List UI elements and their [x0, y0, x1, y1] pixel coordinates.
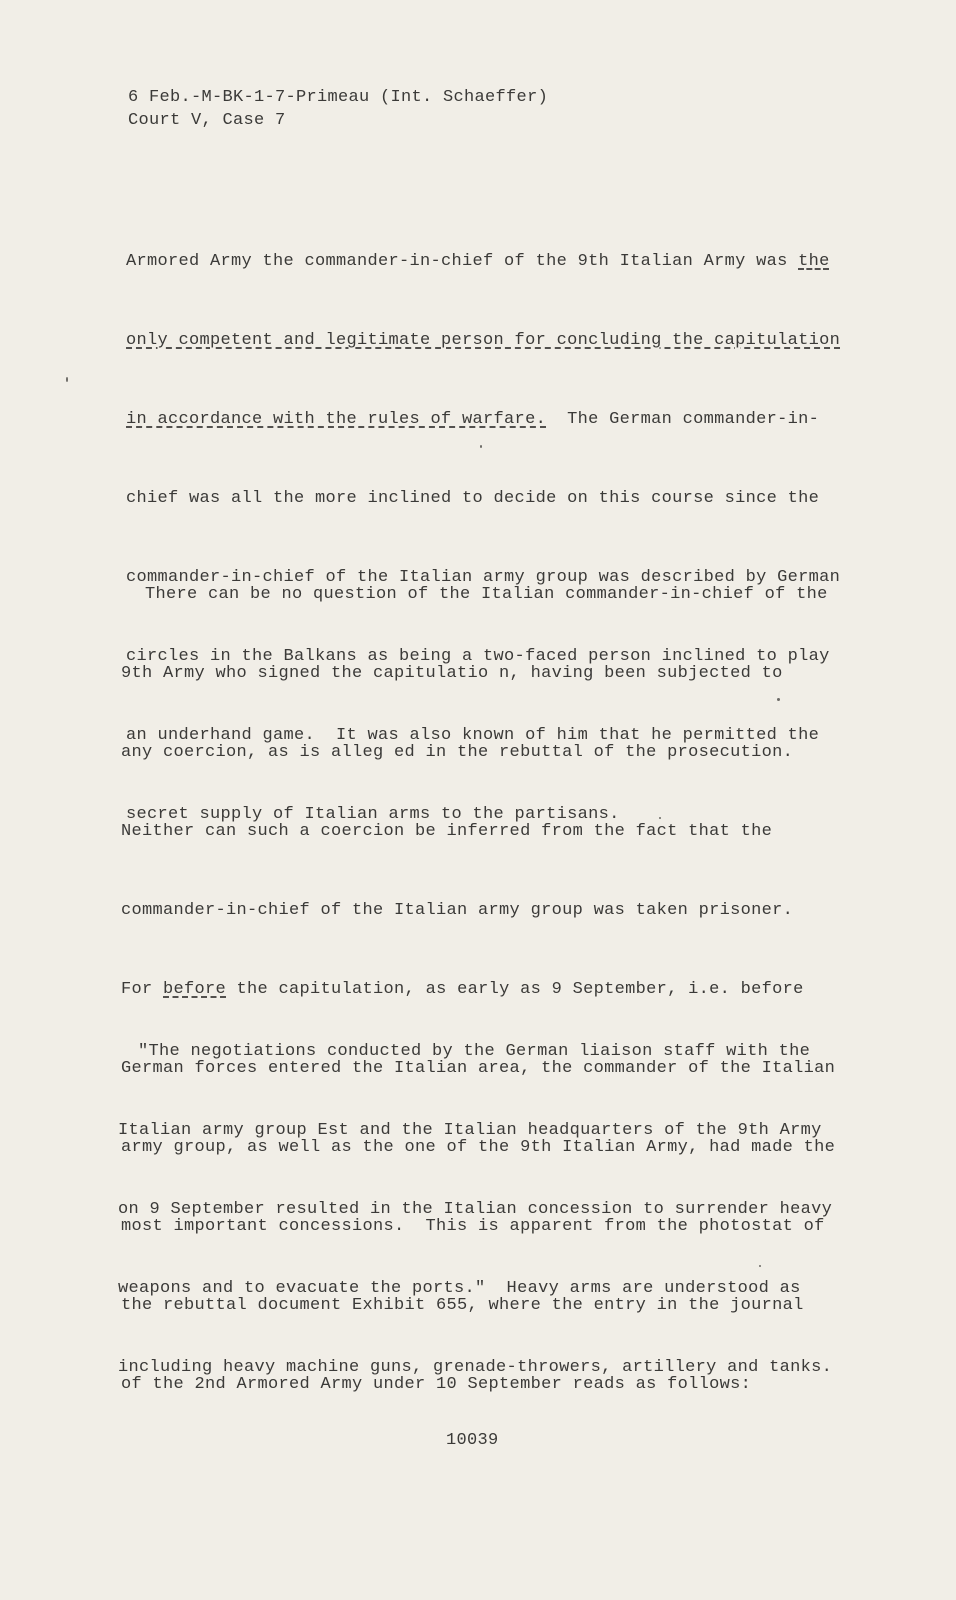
- underlined-text: the: [798, 252, 830, 271]
- underlined-text: in accordance with the rules of warfare.: [126, 410, 547, 429]
- paragraph-line: of the 2nd Armored Army under 10 September reads as follows:: [121, 1375, 752, 1394]
- paragraph-line: [126, 241, 840, 282]
- paragraph-line: any coercion, as is alleg ed in the rebuttal of the prosecution.: [121, 743, 794, 762]
- text-run: Armored Army the commander-in-chief of the 9th Italian Army was: [126, 252, 799, 271]
- paragraph-line: Neither can such a coercion be inferred from the fact that the: [121, 822, 773, 841]
- header-line-1: 6 Feb.-M-BK-1-7-Primeau (Int. Schaeffer): [128, 88, 549, 107]
- paragraph-line: chief was all the more inclined to decide on this course since the: [126, 489, 820, 508]
- paragraph-line: "The negotiations conducted by the German liaison staff with the: [138, 1042, 811, 1061]
- document-header: [128, 86, 548, 132]
- header-line-2: Court V, Case 7: [128, 111, 286, 130]
- paragraph-line: [126, 399, 840, 440]
- text-run: The German commander-in-: [546, 410, 820, 429]
- paragraph-line: commander-in-chief of the Italian army group was described by German: [126, 568, 841, 587]
- paragraph-line: army group, as well as the one of the 9th Italian Army, had made the: [121, 1138, 836, 1157]
- paragraph-line: There can be no question of the Italian commander-in-chief of the: [145, 585, 828, 604]
- paragraph-line: secret supply of Italian arms to the partisans.: [126, 805, 620, 824]
- paragraph-line: including heavy machine guns, grenade-throwers, artillery and tanks.: [118, 1358, 833, 1377]
- paragraph-line: weapons and to evacuate the ports." Heavy arms are understood as: [118, 1279, 801, 1298]
- paragraph-line: an underhand game. It was also known of him that he permitted the: [126, 726, 820, 745]
- paragraph-line: commander-in-chief of the Italian army group was taken prisoner.: [121, 901, 794, 920]
- paper-speck: [480, 445, 482, 448]
- text-run: the capitulation, as early as 9 September, i.e. before: [226, 980, 804, 999]
- underlined-text: before: [163, 980, 227, 999]
- paper-speck: [659, 817, 661, 819]
- paper-speck: [759, 1265, 761, 1267]
- paragraph-line: the rebuttal document Exhibit 655, where the entry in the journal: [121, 1296, 804, 1315]
- paragraph-line: only competent and legitimate person for concluding the capitulation: [126, 331, 841, 350]
- paragraph-3: [118, 993, 832, 1426]
- paragraph-line: on 9 September resulted in the Italian concession to surrender heavy: [118, 1200, 833, 1219]
- paragraph-line: German forces entered the Italian area, the commander of the Italian: [121, 1059, 836, 1078]
- text-run: For: [121, 980, 164, 999]
- paper-speck: [66, 377, 68, 382]
- paragraph-line: circles in the Balkans as being a two-faced person inclined to play: [126, 647, 830, 666]
- paragraph-line: most important concessions. This is apparent from the photostat of: [121, 1217, 825, 1236]
- paragraph-line: Italian army group Est and the Italian headquarters of the 9th Army: [118, 1121, 822, 1140]
- paragraph-line: 9th Army who signed the capitulatio n, having been subjected to: [121, 664, 783, 683]
- paper-speck: [777, 698, 780, 701]
- page-number: 10039: [446, 1431, 499, 1450]
